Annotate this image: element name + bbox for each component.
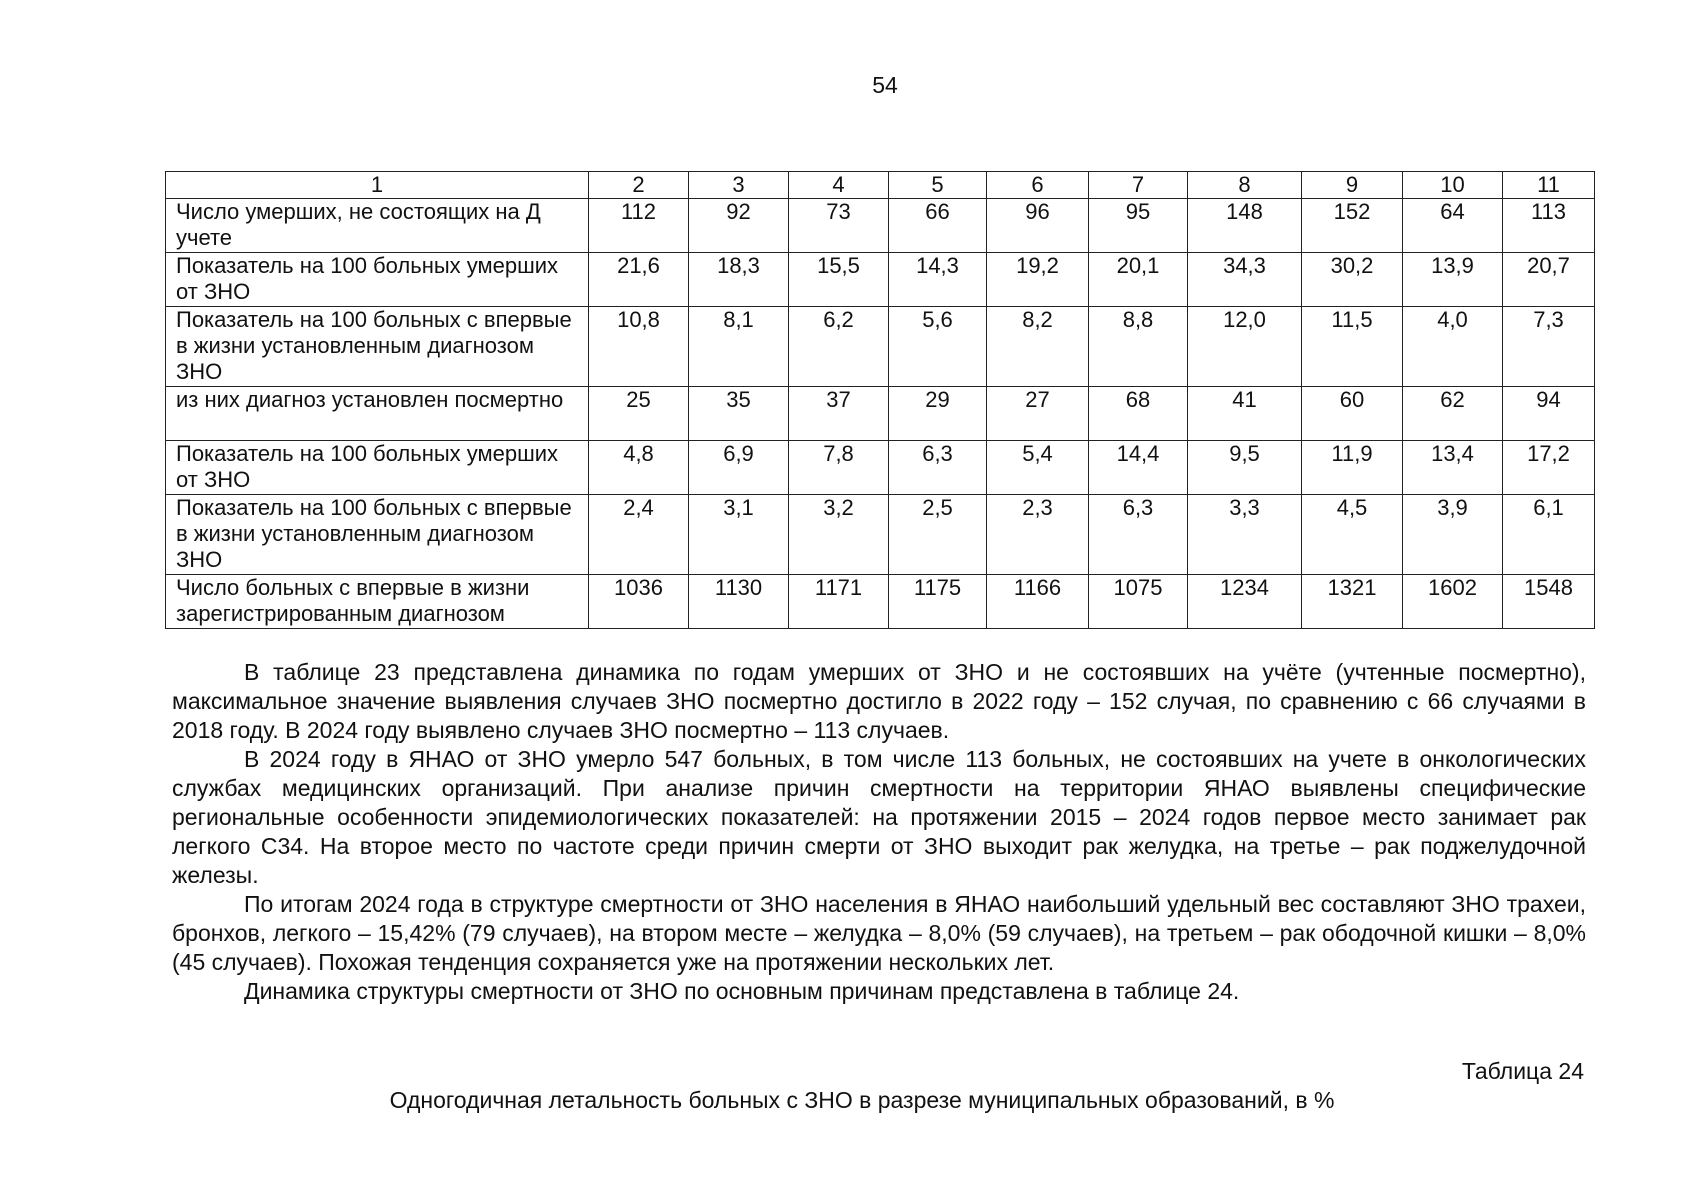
table-cell: 37 bbox=[789, 387, 889, 441]
table-cell: 21,6 bbox=[589, 253, 689, 307]
table-cell: 1171 bbox=[789, 575, 889, 629]
table-cell: 4,5 bbox=[1302, 495, 1403, 575]
table-cell: 20,1 bbox=[1089, 253, 1188, 307]
column-header: 6 bbox=[987, 172, 1089, 199]
table-cell: 92 bbox=[689, 199, 789, 253]
paragraph: Динамика структуры смертности от ЗНО по основным причинам представлена в таблице 24. bbox=[244, 978, 1240, 1004]
table-row bbox=[166, 575, 1595, 629]
column-header: 10 bbox=[1403, 172, 1503, 199]
table-cell: 5,4 bbox=[987, 441, 1089, 495]
table-cell: 2,3 bbox=[987, 495, 1089, 575]
table-cell: 35 bbox=[689, 387, 789, 441]
row-label: Показатель на 100 больных с впервые в жизни установленным диагнозом ЗНО bbox=[166, 495, 589, 575]
table-number-label: Таблица 24 bbox=[1461, 1058, 1584, 1084]
table-cell: 7,8 bbox=[789, 441, 889, 495]
table-cell: 1075 bbox=[1089, 575, 1188, 629]
table-cell: 34,3 bbox=[1188, 253, 1302, 307]
table-cell: 19,2 bbox=[987, 253, 1089, 307]
table-cell: 11,9 bbox=[1302, 441, 1403, 495]
paragraph: В таблице 23 представлена динамика по годам умерших от ЗНО и не состоявших на учёте (учтенные посмертно), максимальное значение выявления случаев ЗНО посмертно достигло в 2022 году – 152 случая, по сравнению с 66 случаями в 2018 году. В 2024 году выявлено случаев ЗНО посмертно – 113 случаев. bbox=[172, 659, 1586, 743]
paragraph: В 2024 году в ЯНАО от ЗНО умерло 547 больных, в том числе 113 больных, не состоявших на учете в онкологических службах медицинских организаций. При анализе причин смертности на территории ЯНАО выявлены специфические региональные особенности эпидемиологических показателей: на протяжении 2015 – 2024 годов первое место занимает рак легкого С34. На второе место по частоте среди причин смерти от ЗНО выходит рак желудка, на третье – рак поджелудочной железы. bbox=[172, 746, 1586, 888]
table-cell: 112 bbox=[589, 199, 689, 253]
row-label: Показатель на 100 больных умерших от ЗНО bbox=[166, 253, 589, 307]
table-cell: 152 bbox=[1302, 199, 1403, 253]
column-header: 3 bbox=[689, 172, 789, 199]
paragraph: По итогам 2024 года в структуре смертности от ЗНО населения в ЯНАО наибольший удельный вес составляют ЗНО трахеи, бронхов, легкого – 15,42% (79 случаев), на втором месте – желудка – 8,0% (59 случаев), на третьем – рак ободочной кишки – 8,0% (45 случаев). Похожая тенденция сохраняется уже на протяжении нескольких лет. bbox=[172, 891, 1586, 975]
table-cell: 17,2 bbox=[1503, 441, 1595, 495]
column-header: 7 bbox=[1089, 172, 1188, 199]
table-row bbox=[166, 253, 1595, 307]
column-header: 4 bbox=[789, 172, 889, 199]
table-cell: 14,4 bbox=[1089, 441, 1188, 495]
table-cell: 113 bbox=[1503, 199, 1595, 253]
row-label: из них диагноз установлен посмертно bbox=[166, 387, 589, 441]
table-cell: 29 bbox=[889, 387, 987, 441]
row-label: Число больных с впервые в жизни зарегистрированным диагнозом bbox=[166, 575, 589, 629]
table-row bbox=[166, 387, 1595, 441]
table-cell: 5,6 bbox=[889, 307, 987, 387]
table-cell: 6,2 bbox=[789, 307, 889, 387]
table-cell: 1130 bbox=[689, 575, 789, 629]
table-cell: 8,2 bbox=[987, 307, 1089, 387]
table-cell: 1548 bbox=[1503, 575, 1595, 629]
table-title: Одногодичная летальность больных с ЗНО в разрезе муниципальных образований, в % bbox=[389, 1087, 1335, 1113]
page-number: 54 bbox=[872, 72, 898, 98]
table-cell: 1602 bbox=[1403, 575, 1503, 629]
table-cell: 1234 bbox=[1188, 575, 1302, 629]
column-header: 8 bbox=[1188, 172, 1302, 199]
table-cell: 60 bbox=[1302, 387, 1403, 441]
table-cell: 3,9 bbox=[1403, 495, 1503, 575]
table-cell: 10,8 bbox=[589, 307, 689, 387]
table-cell: 30,2 bbox=[1302, 253, 1403, 307]
column-header: 1 bbox=[166, 172, 589, 199]
table-cell: 148 bbox=[1188, 199, 1302, 253]
table-cell: 3,3 bbox=[1188, 495, 1302, 575]
column-header: 9 bbox=[1302, 172, 1403, 199]
table-cell: 64 bbox=[1403, 199, 1503, 253]
table-cell: 4,0 bbox=[1403, 307, 1503, 387]
table-cell: 8,8 bbox=[1089, 307, 1188, 387]
table-cell: 6,3 bbox=[1089, 495, 1188, 575]
table-cell: 2,5 bbox=[889, 495, 987, 575]
table-cell: 62 bbox=[1403, 387, 1503, 441]
table-cell: 41 bbox=[1188, 387, 1302, 441]
table-cell: 4,8 bbox=[589, 441, 689, 495]
table-cell: 27 bbox=[987, 387, 1089, 441]
table-cell: 14,3 bbox=[889, 253, 987, 307]
table-cell: 18,3 bbox=[689, 253, 789, 307]
table-cell: 66 bbox=[889, 199, 987, 253]
row-label: Показатель на 100 больных с впервые в жизни установленным диагнозом ЗНО bbox=[166, 307, 589, 387]
column-header: 5 bbox=[889, 172, 987, 199]
column-header: 2 bbox=[589, 172, 689, 199]
row-label: Показатель на 100 больных умерших от ЗНО bbox=[166, 441, 589, 495]
table-cell: 94 bbox=[1503, 387, 1595, 441]
table-cell: 2,4 bbox=[589, 495, 689, 575]
table-cell: 8,1 bbox=[689, 307, 789, 387]
table-cell: 73 bbox=[789, 199, 889, 253]
table-cell: 9,5 bbox=[1188, 441, 1302, 495]
table-cell: 11,5 bbox=[1302, 307, 1403, 387]
table-row bbox=[166, 495, 1595, 575]
table-cell: 1175 bbox=[889, 575, 987, 629]
row-label: Число умерших, не состоящих на Д учете bbox=[166, 199, 589, 253]
table-cell: 68 bbox=[1089, 387, 1188, 441]
table-cell: 13,4 bbox=[1403, 441, 1503, 495]
table-row bbox=[166, 307, 1595, 387]
table-cell: 25 bbox=[589, 387, 689, 441]
table-cell: 1166 bbox=[987, 575, 1089, 629]
table-cell: 20,7 bbox=[1503, 253, 1595, 307]
table-header-row bbox=[166, 172, 1595, 199]
table-cell: 7,3 bbox=[1503, 307, 1595, 387]
table-cell: 95 bbox=[1089, 199, 1188, 253]
table-cell: 1321 bbox=[1302, 575, 1403, 629]
table-cell: 6,9 bbox=[689, 441, 789, 495]
table-cell: 6,3 bbox=[889, 441, 987, 495]
column-header: 11 bbox=[1503, 172, 1595, 199]
table-cell: 15,5 bbox=[789, 253, 889, 307]
table-cell: 96 bbox=[987, 199, 1089, 253]
table-cell: 6,1 bbox=[1503, 495, 1595, 575]
table-cell: 3,2 bbox=[789, 495, 889, 575]
body-text bbox=[172, 658, 1586, 1006]
mortality-table bbox=[165, 171, 1595, 629]
table-cell: 3,1 bbox=[689, 495, 789, 575]
table-cell: 13,9 bbox=[1403, 253, 1503, 307]
table-cell: 12,0 bbox=[1188, 307, 1302, 387]
table-row bbox=[166, 441, 1595, 495]
table-row bbox=[166, 199, 1595, 253]
table-cell: 1036 bbox=[589, 575, 689, 629]
